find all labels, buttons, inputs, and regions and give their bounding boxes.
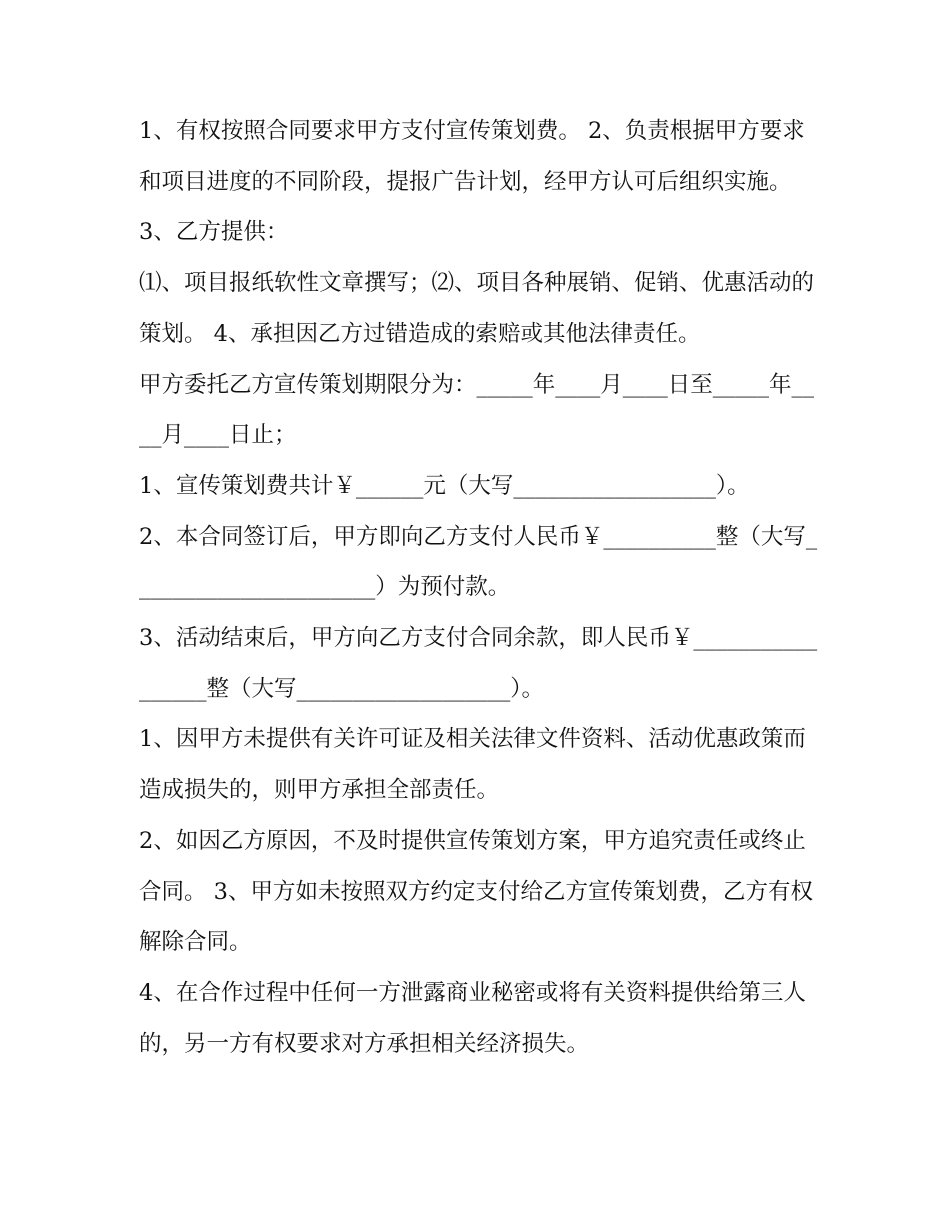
paragraph-liability-party-b: 2、如因乙方原因，不及时提供宣传策划方案，甲方追究责任或终止合同。 3、甲方如未按照双方约定支付给乙方宣传策划费，乙方有权解除合同。 bbox=[139, 827, 813, 956]
paragraph-fee-total: 1、宣传策划费共计￥______元（大写__________________）。 bbox=[139, 472, 750, 499]
paragraph-party-b-duties: ⑴、项目报纸软性文章撰写；⑵、项目各种展销、促销、优惠活动的策划。 4、承担因乙方过错造成的索赔或其他法律责任。 bbox=[139, 270, 815, 347]
paragraph-confidentiality: 4、在合作过程中任何一方泄露商业秘密或将有关资料提供给第三人的，另一方有权要求对方承担相关经济损失。 bbox=[139, 979, 806, 1057]
document-body bbox=[139, 106, 819, 1069]
paragraph-liability-party-a: 1、因甲方未提供有关许可证及相关法律文件资料、活动优惠政策而造成损失的，则甲方承担全部责任。 bbox=[139, 726, 806, 804]
paragraph-fee-advance: 2、本合同签订后，甲方即向乙方支付人民币￥__________整（大写______________________）为预付款。 bbox=[139, 523, 818, 601]
paragraph-party-b-rights: 1、有权按照合同要求甲方支付宣传策划费。 2、负责根据甲方要求和项目进度的不同阶段，提报广告计划，经甲方认可后组织实施。 3、乙方提供： bbox=[139, 118, 805, 246]
paragraph-fee-balance: 3、活动结束后，甲方向乙方支付合同余款，即人民币￥_________________整（大写___________________）。 bbox=[139, 625, 818, 702]
paragraph-term: 甲方委托乙方宣传策划期限分为：_____年____月____日至_____年____月____日止； bbox=[139, 371, 815, 449]
